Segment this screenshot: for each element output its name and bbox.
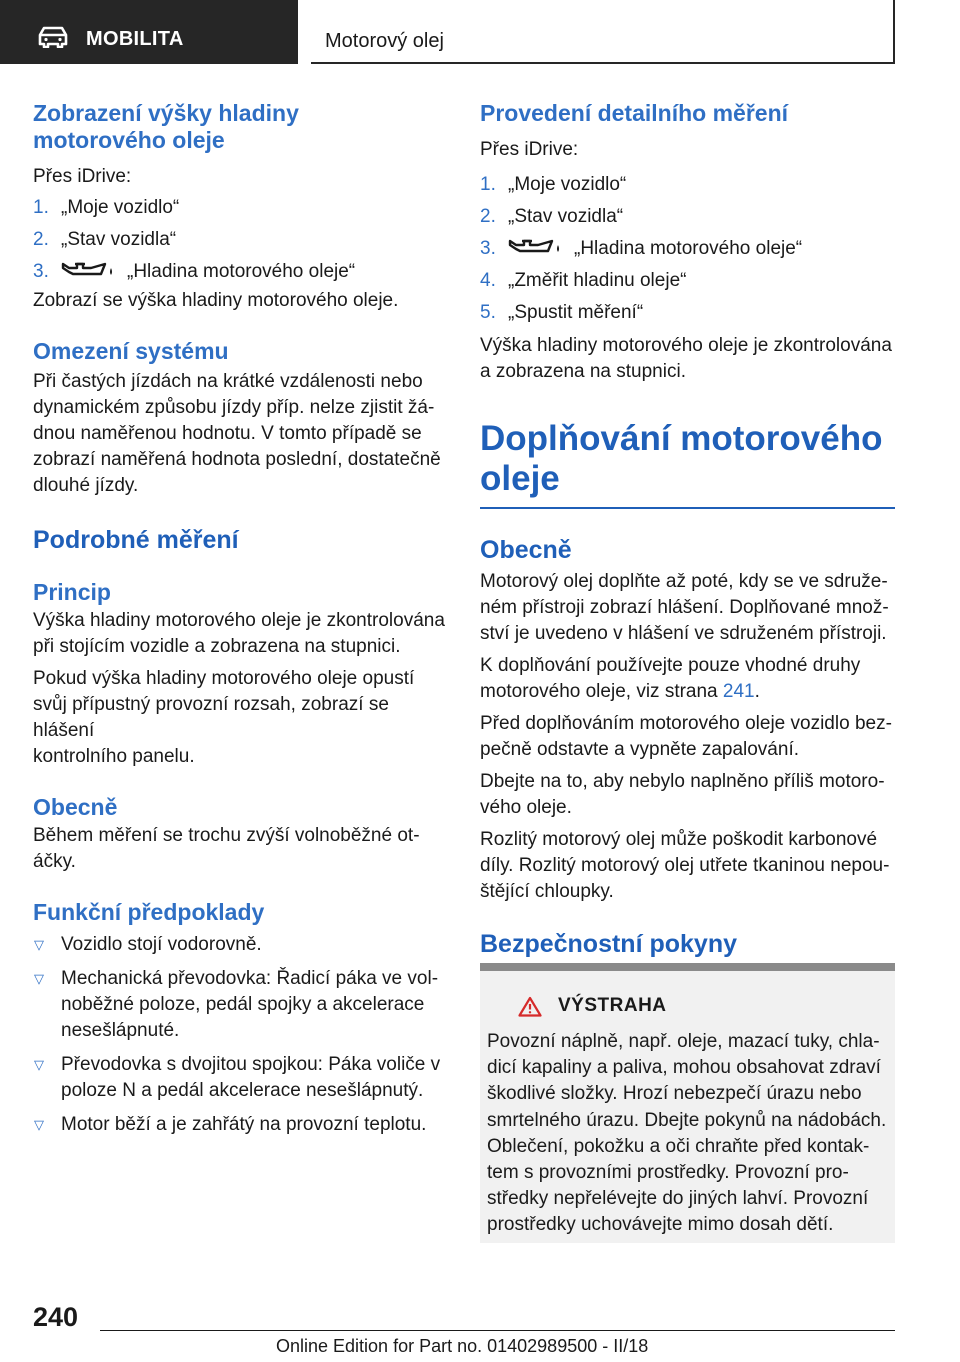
triangle-bullet-icon: ▽ xyxy=(34,971,44,986)
list-item: ▽ Mechanická převodovka: Řadicí páka ve vol‐ noběžné poloze, pedál spojky a akcelerace nesešlápnuté. xyxy=(34,968,439,1041)
list-item: 3. „Hladina motorového oleje“ xyxy=(33,256,447,288)
oil-can-icon xyxy=(508,235,564,257)
section-label: MOBILITA xyxy=(86,28,184,50)
chapter-label: Motorový olej xyxy=(325,30,444,52)
warning-box xyxy=(480,963,895,1243)
paragraph: Rozlitý motorový olej může poškodit karbonové díly. Rozlitý motorový olej utřete tkaninou nepou‐ štějící chloupky. xyxy=(480,829,890,902)
paragraph: Před doplňováním motorového oleje vozidlo bez‐ pečně odstavte a vypněte zapalování. xyxy=(480,713,892,760)
steps-list-left xyxy=(33,192,447,288)
header-section-tab[interactable] xyxy=(0,0,298,64)
right-column xyxy=(480,100,894,959)
heading-system-limits: Omezení systému xyxy=(33,338,229,364)
paragraph: Motorový olej doplňte až poté, kdy se ve sdruže‐ ném přístroji zobrazí hlášení. Doplňované množ‐ ství je uvedeno v hlášení ve sdruženém přístroji. xyxy=(480,571,889,644)
list-item: 2. „Stav vozidla“ xyxy=(480,206,624,227)
paragraph: Pokud výška hladiny motorového oleje opustí svůj přípustný provozní rozsah, zobrazí se hlášení kontrolního panelu. xyxy=(33,668,415,767)
warning-text: Povozní náplně, např. oleje, mazací tuky, chla‐ dicí kapaliny a paliva, mohou obsahovat zdraví škodlivé složky. Hrozí nebezpečí úrazu nebo smrtelného úrazu. Dbejte pokynů na nádobách. Oblečení, pokožku a oči chraňte před kontak‐ tem s provozními prostředky. Provozní pro‐ středky nepřelévejte do jiných lahví. Provozní prostředky uchovávejte mimo dosah dětí. xyxy=(487,1031,887,1236)
car-front-icon xyxy=(36,26,70,48)
heading-general-right: Obecně xyxy=(480,536,572,564)
warning-triangle-icon xyxy=(518,996,542,1017)
paragraph: Výška hladiny motorového oleje je zkontrolována při stojícím vozidle a zobrazena na stupnici. xyxy=(33,610,445,657)
list-item: 5. „Spustit měření“ xyxy=(480,302,644,323)
paragraph: Při častých jízdách na krátké vzdálenosti nebo dynamickém způsobu jízdy příp. nelze zjistit žá‐ dnou naměřenou hodnotu. V tomto případě se zobrazí naměřená hodnota poslední, dostatečně dlouhé jízdy. xyxy=(33,371,441,496)
result-text: Zobrazí se výška hladiny motorového oleje. xyxy=(33,290,399,311)
heading-general-left: Obecně xyxy=(33,794,118,820)
heading-underline xyxy=(480,507,895,509)
list-item: 1. „Moje vozidlo“ xyxy=(33,197,180,218)
triangle-bullet-icon: ▽ xyxy=(34,937,44,952)
triangle-bullet-icon: ▽ xyxy=(34,1057,44,1072)
paragraph: Během měření se trochu zvýší volnoběžné ot‐ áčky. xyxy=(33,825,420,872)
intro-text: Přes iDrive: xyxy=(33,166,132,187)
list-item: ▽ Motor běží a je zahřátý na provozní teplotu. xyxy=(33,1112,447,1138)
edition-text: Online Edition for Part no. 01402989500 - II/18 xyxy=(276,1336,649,1356)
warning-header xyxy=(518,995,667,1017)
chapter-heading-refilling-oil: Doplňování motorového oleje xyxy=(480,419,883,498)
warning-title: VÝSTRAHA xyxy=(558,995,667,1016)
list-item: ▽ Převodovka s dvojitou spojkou: Páka voliče v poloze N a pedál akcelerace nesešlápnutý. xyxy=(34,1054,441,1101)
steps-list-right xyxy=(480,169,894,329)
intro-text: Přes iDrive: xyxy=(480,139,579,160)
heading-oil-level-display: Zobrazení výšky hladiny motorového oleje xyxy=(33,100,299,153)
heading-principle: Princip xyxy=(33,579,111,605)
heading-perform-detailed-measurement: Provedení detailního měření xyxy=(480,100,789,126)
page-link-241[interactable]: 241 xyxy=(722,681,755,702)
left-column xyxy=(33,100,447,1138)
triangle-bullet-icon: ▽ xyxy=(34,1117,44,1132)
header-chapter xyxy=(311,0,895,64)
heading-detailed-measurement: Podrobné měření xyxy=(33,526,239,554)
page-number: 240 xyxy=(33,1302,79,1332)
list-item: 4. „Změřit hladinu oleje“ xyxy=(480,270,687,291)
list-item: ▽ Vozidlo stojí vodorovně. xyxy=(33,932,447,958)
list-item: 2. „Stav vozidla“ xyxy=(33,229,177,250)
result-text: Výška hladiny motorového oleje je zkontrolována a zobrazena na stupnici. xyxy=(480,335,892,382)
list-item: 3. „Hladina motorového oleje“ xyxy=(480,233,894,265)
prerequisites-list xyxy=(33,932,447,1138)
heading-safety-notes: Bezpečnostní pokyny xyxy=(480,930,737,958)
list-item: 1. „Moje vozidlo“ xyxy=(480,174,627,195)
paragraph: K doplňování používejte pouze vhodné druhy motorového oleje, viz strana 241. xyxy=(480,655,861,702)
footer-divider xyxy=(100,1330,895,1331)
oil-can-icon xyxy=(61,258,117,280)
paragraph: Dbejte na to, aby nebylo naplněno příliš motoro‐ vého oleje. xyxy=(480,771,885,818)
heading-prerequisites: Funkční předpoklady xyxy=(33,899,265,925)
